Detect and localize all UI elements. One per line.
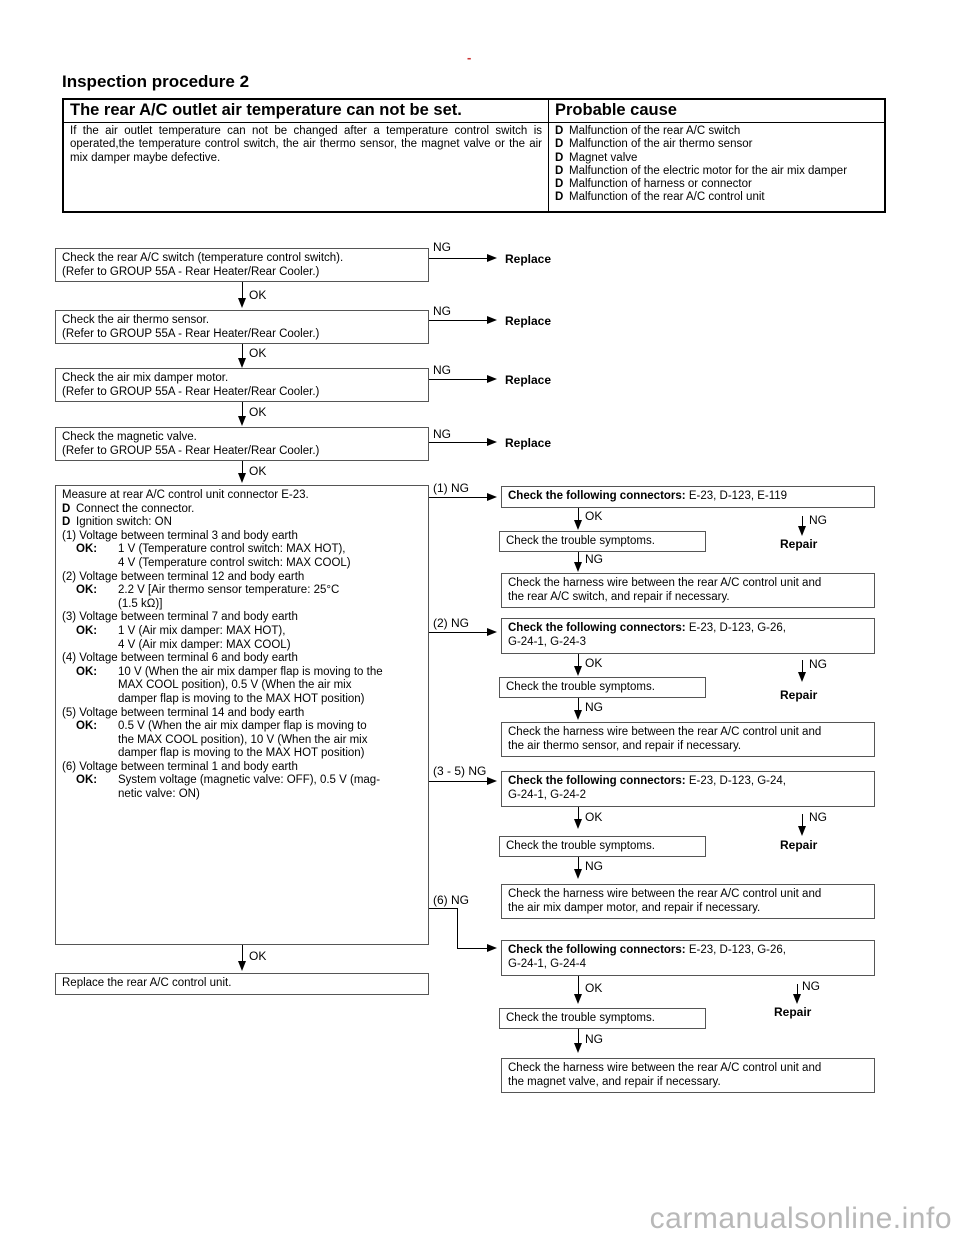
ok-label: OK [249, 405, 267, 419]
branch-line [429, 632, 487, 633]
trouble-symptoms-box-4: Check the trouble symptoms. [499, 1008, 706, 1029]
branch-label-4: (6) NG [433, 893, 469, 907]
ng-label: NG [802, 979, 820, 993]
ok-label: OK [585, 981, 603, 995]
arrow-right-icon [487, 254, 497, 262]
arrow-down-icon [798, 672, 806, 682]
watermark: carmanualsonline.info [649, 1202, 952, 1235]
header-dash: - [467, 50, 472, 65]
connector-check-box-2: Check the following connectors: E-23, D-123, G-26, G-24-1, G-24-3 [501, 618, 875, 654]
harness-check-box-1: Check the harness wire between the rear A/C control unit and the rear A/C switch, and repair if necessary. [501, 573, 875, 608]
arrow-right-icon [487, 438, 497, 446]
table-header-symptom: The rear A/C outlet air temperature can not be set. [63, 99, 549, 123]
cause-item: D Malfunction of the air thermo sensor [555, 138, 753, 151]
step-box-air-mix-damper-motor: Check the air mix damper motor. (Refer to GROUP 55A - Rear Heater/Rear Cooler.) [55, 368, 429, 402]
cause-table [62, 98, 886, 213]
arrow-down-icon [798, 826, 806, 836]
step-box-air-thermo-sensor: Check the air thermo sensor. (Refer to GROUP 55A - Rear Heater/Rear Cooler.) [55, 310, 429, 344]
arrow-down-icon [238, 358, 246, 368]
arrow-down-icon [574, 869, 582, 879]
cause-list [549, 123, 886, 212]
arrow-down-icon [574, 520, 582, 530]
result-replace: Replace [505, 373, 552, 387]
arrow-down-icon [574, 562, 582, 572]
step-box-magnetic-valve: Check the magnetic valve. (Refer to GROUP 55A - Rear Heater/Rear Cooler.) [55, 427, 429, 461]
result-replace: Replace [505, 252, 552, 266]
result-replace: Replace [505, 436, 552, 450]
connector-check-box-4: Check the following connectors: E-23, D-123, G-26, G-24-1, G-24-4 [501, 940, 875, 976]
ok-label: OK [249, 346, 267, 360]
branch-line [457, 908, 458, 948]
ng-label: NG [433, 363, 451, 377]
section-title: Inspection procedure 2 [62, 72, 250, 91]
result-repair: Repair [780, 838, 818, 852]
arrow-down-icon [238, 416, 246, 426]
arrow-down-icon [798, 526, 806, 536]
trouble-symptoms-box-2: Check the trouble symptoms. [499, 677, 706, 698]
arrow-right-icon [487, 944, 497, 952]
result-repair: Repair [774, 1005, 812, 1019]
ng-label: NG [809, 657, 827, 671]
trouble-symptoms-box-1: Check the trouble symptoms. [499, 531, 706, 552]
table-header-cause: Probable cause [549, 99, 886, 123]
trouble-symptoms-box-3: Check the trouble symptoms. [499, 836, 706, 857]
ok-line [578, 976, 579, 996]
final-step-box: Replace the rear A/C control unit. [55, 973, 429, 995]
ng-line [429, 379, 487, 380]
ok-label: OK [585, 810, 603, 824]
arrow-down-icon [238, 473, 246, 483]
ok-label: OK [585, 656, 603, 670]
arrow-down-icon [574, 710, 582, 720]
step-box-rear-ac-switch: Check the rear A/C switch (temperature control switch). (Refer to GROUP 55A - Rear Heater/Rear Cooler.) [55, 248, 429, 282]
arrow-down-icon [574, 1043, 582, 1053]
harness-check-box-2: Check the harness wire between the rear A/C control unit and the air thermo sensor, and repair if necessary. [501, 722, 875, 757]
ng-label: NG [433, 427, 451, 441]
arrow-right-icon [487, 316, 497, 324]
result-replace: Replace [505, 314, 552, 328]
connector-check-box-3: Check the following connectors: E-23, D-123, G-24, G-24-1, G-24-2 [501, 771, 875, 807]
cause-item: D Malfunction of the rear A/C switch [555, 125, 741, 137]
ng-label: NG [585, 1032, 603, 1046]
ng-label: NG [585, 700, 603, 714]
arrow-right-icon [487, 493, 497, 501]
cause-item: D Malfunction of the electric motor for the air mix damper [555, 164, 848, 177]
ng-label: NG [585, 552, 603, 566]
arrow-down-icon [238, 961, 246, 971]
symptom-description: If the air outlet temperature can not be changed after a temperature control switch is operated,the temperature control switch, the air thermo sensor, the magnet valve or the air mix damper maybe defective. [63, 123, 549, 212]
result-repair: Repair [780, 537, 818, 551]
branch-label-3: (3 - 5) NG [433, 764, 487, 778]
ng-label: NG [433, 304, 451, 318]
arrow-down-icon [793, 994, 801, 1004]
branch-label-1: (1) NG [433, 481, 469, 495]
measure-box: Measure at rear A/C control unit connector E-23. D Connect the connector. D Ignition switch: ON (1) Voltage between terminal 3 and body earth OK: 1 V (Temperature control switch: MAX HOT), 4 V (Temperature control switch: MAX COOL) (2) Voltage between terminal 12 and body earth OK: 2.2 V [Air thermo sensor temperature: 25°C (1.5 kΩ)] (3) Voltage between terminal 7 and body earth OK: 1 V (Air mix damper: MAX HOT), 4 V (Air mix damper: MAX COOL) (4) Voltage between terminal 6 and body earth OK: 10 V (When the air mix damper flap is moving to the MAX COOL position), 0.5 V (When the air mix damper flap is moving to the MAX HOT position) (5) Voltage between terminal 14 and body earth OK: 0.5 V (When the air mix damper flap is moving to the MAX COOL position), 10 V (When the air mix damper flap is moving to the MAX HOT position) (6) Voltage between terminal 1 and body earth OK: System voltage (magnetic valve: OFF), 0.5 V (mag- netic valve: ON) [55, 485, 429, 945]
cause-item: D Magnet valve [555, 151, 638, 164]
arrow-right-icon [487, 628, 497, 636]
ng-label: NG [585, 859, 603, 873]
branch-label-2: (2) NG [433, 616, 469, 630]
connector-check-box-1: Check the following connectors: E-23, D-123, E-119 [501, 486, 875, 508]
arrow-down-icon [574, 994, 582, 1004]
ng-line [429, 442, 487, 443]
ok-label: OK [585, 509, 603, 523]
ok-label: OK [249, 464, 267, 478]
ng-label: NG [433, 240, 451, 254]
arrow-right-icon [487, 777, 497, 785]
cause-item: D Malfunction of harness or connector [555, 178, 752, 191]
ng-label: NG [809, 810, 827, 824]
ok-label: OK [249, 949, 267, 963]
cause-item: D Malfunction of the rear A/C control unit [555, 191, 765, 204]
ng-line [429, 320, 487, 321]
branch-line [429, 908, 457, 909]
ok-label: OK [249, 288, 267, 302]
arrow-down-icon [574, 819, 582, 829]
harness-check-box-3: Check the harness wire between the rear A/C control unit and the air mix damper motor, and repair if necessary. [501, 884, 875, 919]
harness-check-box-4: Check the harness wire between the rear A/C control unit and the magnet valve, and repair if necessary. [501, 1058, 875, 1093]
branch-line [429, 497, 487, 498]
arrow-down-icon [238, 298, 246, 308]
arrow-down-icon [574, 666, 582, 676]
ng-line [429, 258, 487, 259]
arrow-right-icon [487, 375, 497, 383]
branch-line [457, 948, 487, 949]
branch-line [429, 781, 487, 782]
result-repair: Repair [780, 688, 818, 702]
ng-label: NG [809, 513, 827, 527]
